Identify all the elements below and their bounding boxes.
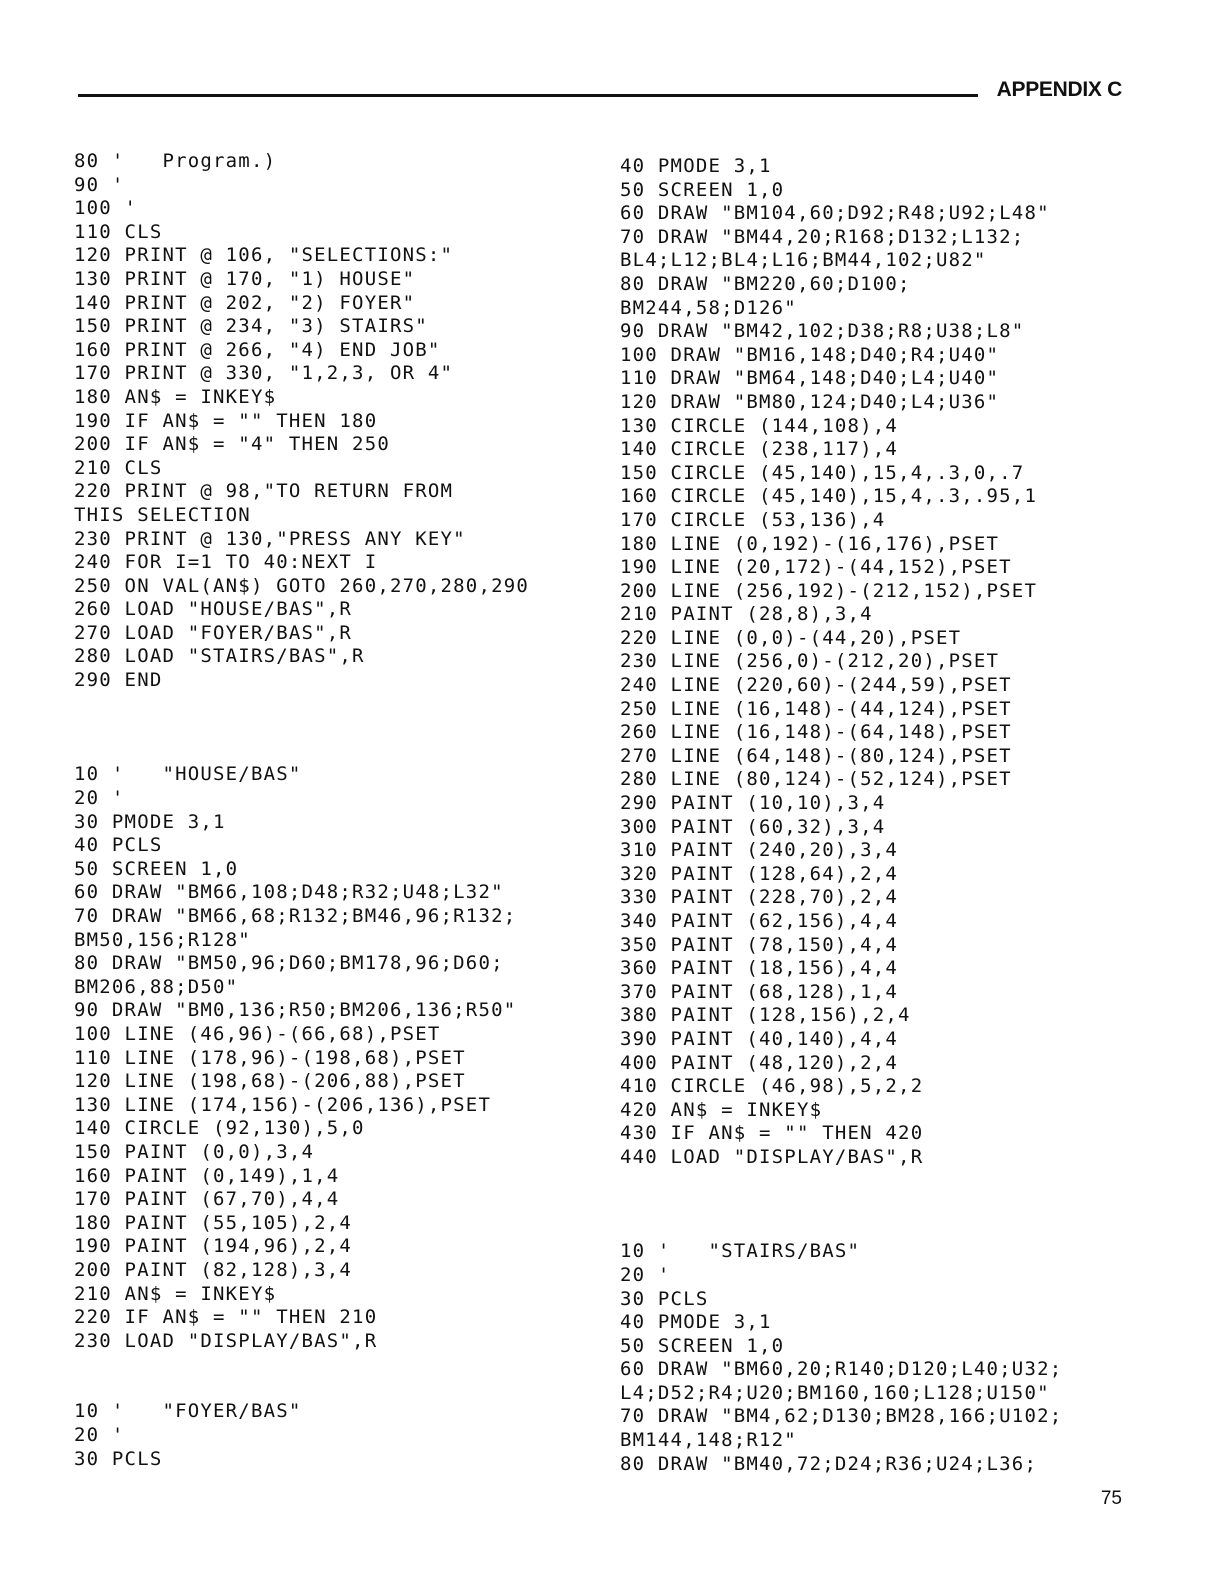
code-line: 200 LINE (256,192)-(212,152),PSET bbox=[620, 579, 1038, 602]
code-line: 100 ' bbox=[74, 197, 138, 220]
code-line: 210 AN$ = INKEY$ bbox=[74, 1282, 277, 1305]
code-line: 80 DRAW "BM40,72;D24;R36;U24;L36; bbox=[620, 1452, 1038, 1475]
code-line: 140 CIRCLE (92,130),5,0 bbox=[74, 1117, 365, 1140]
code-line: 180 AN$ = INKEY$ bbox=[74, 385, 277, 408]
code-line: 280 LOAD "STAIRS/BAS",R bbox=[74, 645, 365, 668]
code-line bbox=[74, 716, 529, 740]
code-line bbox=[74, 740, 529, 764]
code-line: 50 SCREEN 1,0 bbox=[620, 1334, 785, 1357]
code-line: 240 FOR I=1 TO 40:NEXT I bbox=[74, 551, 378, 574]
code-line: 160 CIRCLE (45,140),15,4,.3,.95,1 bbox=[620, 485, 1038, 508]
code-line: 230 LOAD "DISPLAY/BAS",R bbox=[74, 1329, 378, 1352]
code-line: 430 IF AN$ = "" THEN 420 bbox=[620, 1122, 924, 1145]
code-line: 120 LINE (198,68)-(206,88),PSET bbox=[74, 1070, 466, 1093]
code-line: 80 DRAW "BM50,96;D60;BM178,96;D60; bbox=[74, 952, 504, 975]
code-line: 40 PMODE 3,1 bbox=[620, 1311, 772, 1334]
header-rule bbox=[78, 94, 978, 97]
code-line: 60 DRAW "BM66,108;D48;R32;U48;L32" bbox=[74, 881, 504, 904]
code-line: 410 CIRCLE (46,98),5,2,2 bbox=[620, 1075, 924, 1098]
code-line: L4;D52;R4;U20;BM160,160;L128;U150" bbox=[620, 1381, 1050, 1404]
code-line: 300 PAINT (60,32),3,4 bbox=[620, 815, 886, 838]
code-line: 20 ' bbox=[74, 787, 125, 810]
code-line bbox=[620, 1217, 1062, 1241]
code-line: 140 CIRCLE (238,117),4 bbox=[620, 438, 899, 461]
code-line: 210 PAINT (28,8),3,4 bbox=[620, 603, 873, 626]
code-line: 400 PAINT (48,120),2,4 bbox=[620, 1051, 899, 1074]
code-line: 180 PAINT (55,105),2,4 bbox=[74, 1211, 353, 1234]
code-line: 30 PCLS bbox=[620, 1287, 709, 1310]
code-line: BM144,148;R12" bbox=[620, 1429, 797, 1452]
code-line: 420 AN$ = INKEY$ bbox=[620, 1098, 823, 1121]
code-line: 80 ' Program.) bbox=[74, 150, 277, 172]
code-line: 40 PMODE 3,1 bbox=[620, 155, 772, 177]
code-line: 120 PRINT @ 106, "SELECTIONS:" bbox=[74, 244, 454, 267]
code-line: BM50,156;R128" bbox=[74, 928, 251, 951]
right-code-column bbox=[620, 155, 1062, 1476]
code-line: 360 PAINT (18,156),4,4 bbox=[620, 957, 899, 980]
code-line: 90 ' bbox=[74, 173, 125, 196]
code-line: 200 PAINT (82,128),3,4 bbox=[74, 1258, 353, 1281]
code-line: 220 PRINT @ 98,"TO RETURN FROM bbox=[74, 480, 454, 503]
code-line: 250 ON VAL(AN$) GOTO 260,270,280,290 bbox=[74, 574, 530, 597]
code-line: 60 DRAW "BM60,20;R140;D120;L40;U32; bbox=[620, 1358, 1063, 1381]
code-line: 190 PAINT (194,96),2,4 bbox=[74, 1235, 353, 1258]
code-line: 130 LINE (174,156)-(206,136),PSET bbox=[74, 1093, 492, 1116]
code-line: 50 SCREEN 1,0 bbox=[74, 857, 239, 880]
code-line: 370 PAINT (68,128),1,4 bbox=[620, 980, 899, 1003]
code-line: 130 PRINT @ 170, "1) HOUSE" bbox=[74, 267, 416, 290]
code-line: 10 ' "HOUSE/BAS" bbox=[74, 763, 302, 786]
code-line: 110 LINE (178,96)-(198,68),PSET bbox=[74, 1046, 466, 1069]
appendix-title: APPENDIX C bbox=[996, 78, 1122, 101]
code-line: 30 PMODE 3,1 bbox=[74, 810, 226, 833]
code-line: 50 SCREEN 1,0 bbox=[620, 178, 785, 201]
code-line: 160 PAINT (0,149),1,4 bbox=[74, 1164, 340, 1187]
code-line: 260 LOAD "HOUSE/BAS",R bbox=[74, 598, 353, 621]
code-line: THIS SELECTION bbox=[74, 503, 251, 526]
code-line: 170 PRINT @ 330, "1,2,3, OR 4" bbox=[74, 362, 454, 385]
left-code-column bbox=[74, 150, 529, 1471]
code-line: 150 CIRCLE (45,140),15,4,.3,0,.7 bbox=[620, 461, 1025, 484]
code-line: 220 IF AN$ = "" THEN 210 bbox=[74, 1306, 378, 1329]
code-line: 110 DRAW "BM64,148;D40;L4;U40" bbox=[620, 367, 1000, 390]
code-line bbox=[74, 1353, 529, 1377]
code-line: 100 DRAW "BM16,148;D40;R4;U40" bbox=[620, 343, 1000, 366]
code-line: 110 CLS bbox=[74, 220, 163, 243]
code-line: 270 LINE (64,148)-(80,124),PSET bbox=[620, 744, 1012, 767]
code-line bbox=[74, 1377, 529, 1401]
code-line: 20 ' bbox=[620, 1263, 671, 1286]
code-line: 290 PAINT (10,10),3,4 bbox=[620, 792, 886, 815]
code-line: 270 LOAD "FOYER/BAS",R bbox=[74, 621, 353, 644]
code-line: 190 LINE (20,172)-(44,152),PSET bbox=[620, 556, 1012, 579]
code-line: 160 PRINT @ 266, "4) END JOB" bbox=[74, 338, 441, 361]
code-line: 120 DRAW "BM80,124;D40;L4;U36" bbox=[620, 390, 1000, 413]
code-line bbox=[620, 1193, 1062, 1217]
code-line: 10 ' "FOYER/BAS" bbox=[74, 1400, 302, 1423]
code-line: 70 DRAW "BM4,62;D130;BM28,166;U102; bbox=[620, 1405, 1063, 1428]
code-line: 380 PAINT (128,156),2,4 bbox=[620, 1004, 911, 1027]
code-line: 230 PRINT @ 130,"PRESS ANY KEY" bbox=[74, 527, 466, 550]
code-line: 230 LINE (256,0)-(212,20),PSET bbox=[620, 650, 1000, 673]
code-line: BL4;L12;BL4;L16;BM44,102;U82" bbox=[620, 249, 987, 272]
code-line: 140 PRINT @ 202, "2) FOYER" bbox=[74, 291, 416, 314]
code-line: 210 CLS bbox=[74, 456, 163, 479]
code-line: 80 DRAW "BM220,60;D100; bbox=[620, 272, 911, 295]
code-line: 60 DRAW "BM104,60;D92;R48;U92;L48" bbox=[620, 202, 1050, 225]
code-line: BM244,58;D126" bbox=[620, 296, 797, 319]
code-line: 20 ' bbox=[74, 1424, 125, 1447]
page-number: 75 bbox=[1100, 1488, 1122, 1509]
code-line: 70 DRAW "BM44,20;R168;D132;L132; bbox=[620, 225, 1025, 248]
code-line: 40 PCLS bbox=[74, 834, 163, 857]
code-line: 440 LOAD "DISPLAY/BAS",R bbox=[620, 1145, 924, 1168]
code-line: 130 CIRCLE (144,108),4 bbox=[620, 414, 899, 437]
code-line: 350 PAINT (78,150),4,4 bbox=[620, 933, 899, 956]
code-line: 90 DRAW "BM42,102;D38;R8;U38;L8" bbox=[620, 320, 1025, 343]
code-line: 290 END bbox=[74, 669, 163, 692]
code-line: 30 PCLS bbox=[74, 1447, 163, 1470]
code-line: 150 PAINT (0,0),3,4 bbox=[74, 1140, 315, 1163]
code-line: 220 LINE (0,0)-(44,20),PSET bbox=[620, 626, 962, 649]
code-line bbox=[620, 1170, 1062, 1194]
code-line: 310 PAINT (240,20),3,4 bbox=[620, 839, 899, 862]
code-line: 10 ' "STAIRS/BAS" bbox=[620, 1240, 861, 1263]
code-line: 320 PAINT (128,64),2,4 bbox=[620, 862, 899, 885]
code-line: 190 IF AN$ = "" THEN 180 bbox=[74, 409, 378, 432]
code-line: 170 CIRCLE (53,136),4 bbox=[620, 508, 886, 531]
code-line: BM206,88;D50" bbox=[74, 975, 239, 998]
code-line: 280 LINE (80,124)-(52,124),PSET bbox=[620, 768, 1012, 791]
code-line: 340 PAINT (62,156),4,4 bbox=[620, 910, 899, 932]
code-line: 240 LINE (220,60)-(244,59),PSET bbox=[620, 674, 1012, 697]
code-line: 200 IF AN$ = "4" THEN 250 bbox=[74, 433, 390, 456]
code-line: 90 DRAW "BM0,136;R50;BM206,136;R50" bbox=[74, 999, 517, 1022]
code-line: 100 LINE (46,96)-(66,68),PSET bbox=[74, 1022, 441, 1045]
code-line: 170 PAINT (67,70),4,4 bbox=[74, 1188, 340, 1211]
code-line: 180 LINE (0,192)-(16,176),PSET bbox=[620, 532, 1000, 555]
code-line: 390 PAINT (40,140),4,4 bbox=[620, 1027, 899, 1050]
code-line: 260 LINE (16,148)-(64,148),PSET bbox=[620, 721, 1012, 744]
code-line bbox=[74, 693, 529, 717]
code-line: 70 DRAW "BM66,68;R132;BM46,96;R132; bbox=[74, 905, 517, 927]
code-line: 330 PAINT (228,70),2,4 bbox=[620, 886, 899, 909]
code-line: 250 LINE (16,148)-(44,124),PSET bbox=[620, 697, 1012, 720]
code-line: 150 PRINT @ 234, "3) STAIRS" bbox=[74, 315, 428, 338]
